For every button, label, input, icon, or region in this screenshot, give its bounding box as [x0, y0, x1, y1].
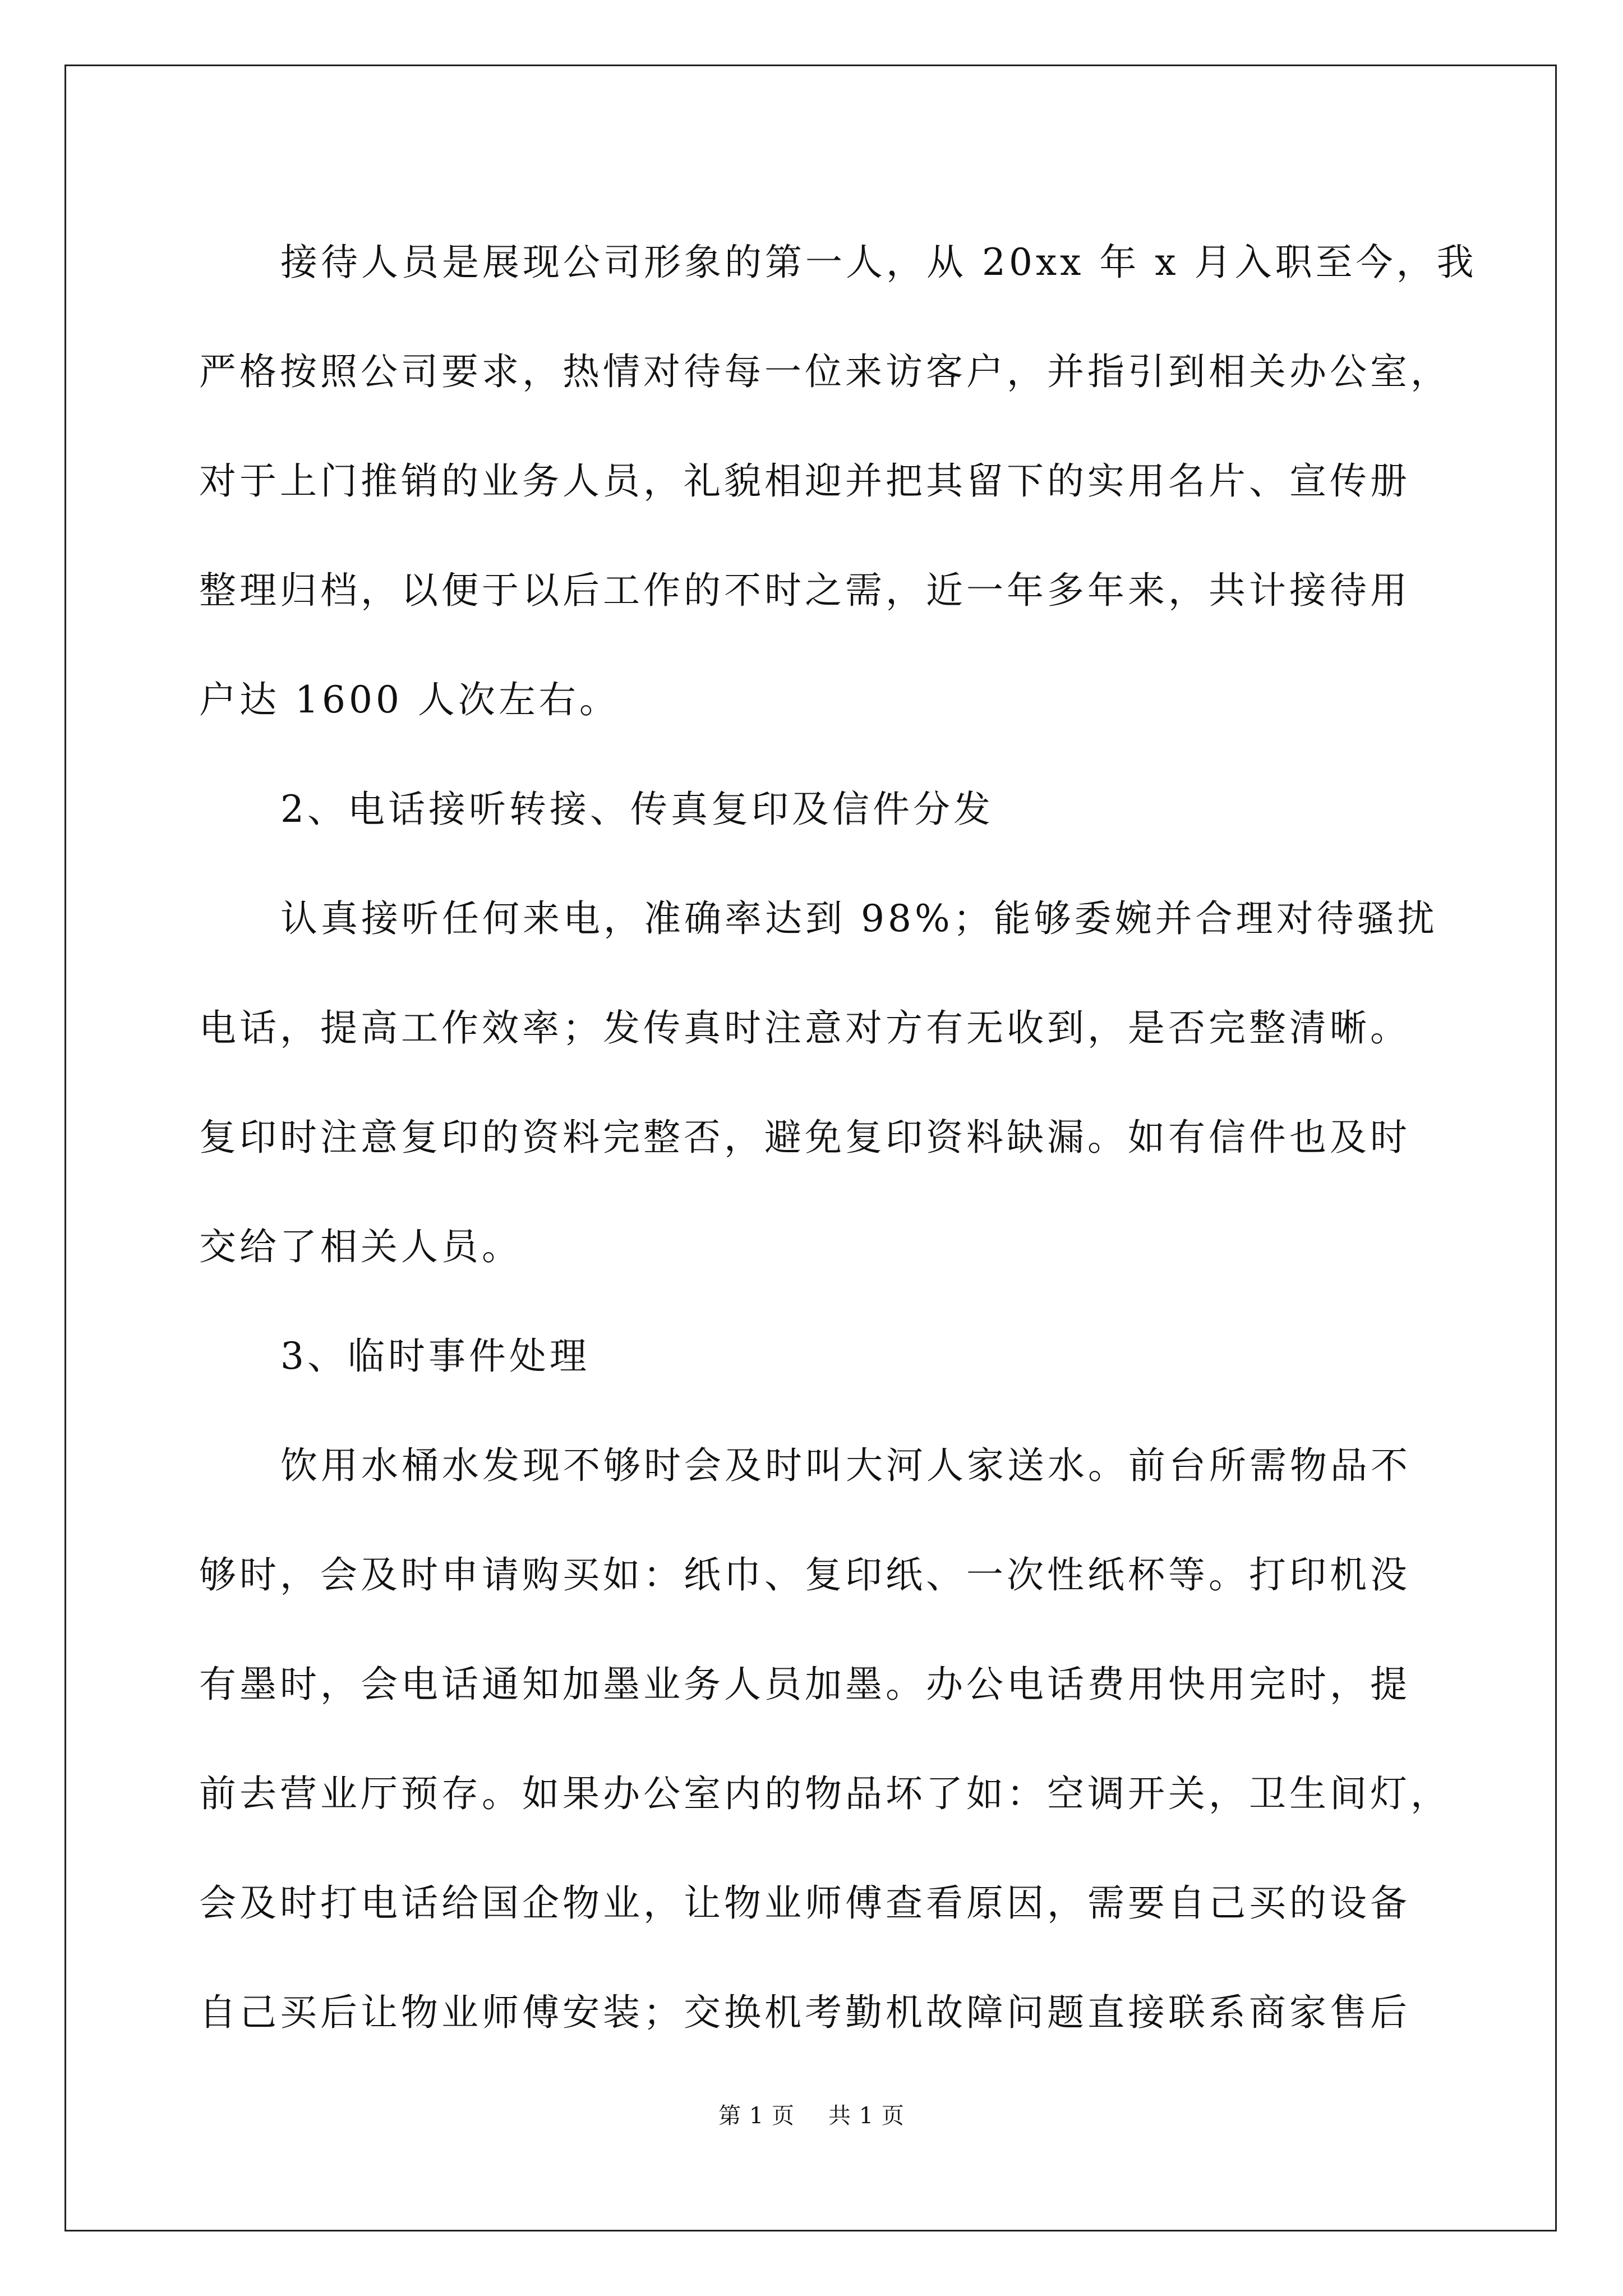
text-line: 接待人员是展现公司形象的第一人，从 20xx 年 x 月入职至今，我 — [280, 241, 1477, 284]
page-number: 第 1 页 — [718, 2103, 795, 2129]
text-line: 严格按照公司要求，热情对待每一位来访客户，并指引到相关办公室， — [199, 350, 1451, 393]
text-line: 认真接听任何来电，准确率达到 98%；能够委婉并合理对待骚扰 — [280, 897, 1438, 940]
text-line: 会及时打电话给国企物业，让物业师傅查看原因，需要自己买的设备 — [199, 1881, 1410, 1925]
text-line: 户达 1600 人次左右。 — [199, 678, 620, 721]
page-footer — [0, 2098, 1623, 2130]
text-line: 饮用水桶水发现不够时会及时叫大河人家送水。前台所需物品不 — [280, 1444, 1411, 1487]
text-line: 电话，提高工作效率；发传真时注意对方有无收到，是否完整清晰。 — [199, 1006, 1410, 1050]
text-line: 自己买后让物业师傅安装；交换机考勤机故障问题直接联系商家售后 — [199, 1991, 1410, 2034]
text-line: 复印时注意复印的资料完整否，避免复印资料缺漏。如有信件也及时 — [199, 1116, 1410, 1159]
page-total: 共 1 页 — [828, 2103, 905, 2129]
text-line: 整理归档，以便于以后工作的不时之需，近一年多年来，共计接待用 — [199, 569, 1410, 612]
text-line: 有墨时，会电话通知加墨业务人员加墨。办公电话费用快用完时，提 — [199, 1663, 1410, 1706]
text-line: 交给了相关人员。 — [199, 1225, 522, 1268]
section-heading: 3、临时事件处理 — [280, 1335, 590, 1378]
text-line: 对于上门推销的业务人员，礼貌相迎并把其留下的实用名片、宣传册 — [199, 459, 1410, 503]
text-line: 前去营业厅预存。如果办公室内的物品坏了如：空调开关，卫生间灯， — [199, 1772, 1451, 1815]
document-body — [199, 208, 1477, 2067]
text-line: 够时，会及时申请购买如：纸巾、复印纸、一次性纸杯等。打印机没 — [199, 1553, 1410, 1596]
section-heading: 2、电话接听转接、传真复印及信件分发 — [280, 788, 994, 831]
